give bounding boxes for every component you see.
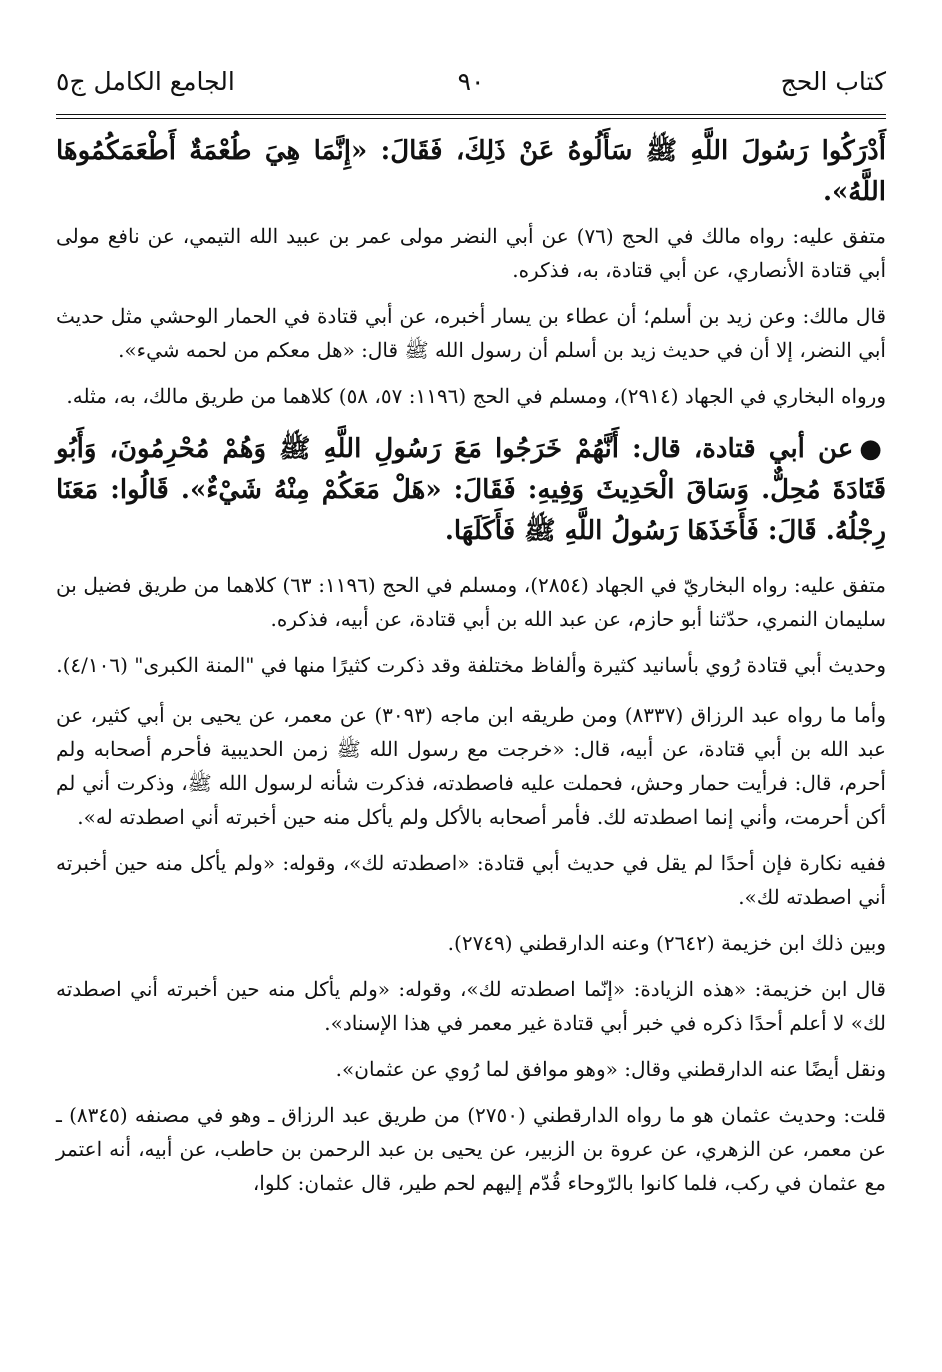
hadith-body: عن أبي قتادة، قال: أَنَّهُمْ خَرَجُوا مَعَ رَسُولِ اللَّهِ ﷺ وَهُمْ مُحْرِمُونَ، وَأَبُو قَتَادَةَ مُحِلٌّ. وَسَاقَ الْحَدِيثَ وَفِيهِ: فَقَالَ: «هَلْ مَعَكُمْ مِنْهُ شَيْءٌ». قَالُوا: مَعَنَا رِجْلُهُ. قَالَ: فَأَخَذَهَا رَسُولُ اللَّهِ ﷺ فَأَكَلَهَا. (56, 434, 886, 546)
commentary-paragraph: ورواه البخاري في الجهاد (٢٩١٤)، ومسلم في الحج (١١٩٦: ٥٧، ٥٨) كلاهما من طريق مالك، به، مثله. (66, 384, 886, 408)
bullet-icon: ● (859, 434, 887, 464)
commentary-paragraph: ونقل أيضًا عنه الدارقطني وقال: «وهو موافق لما رُوي عن عثمان». (335, 1057, 886, 1081)
header-divider (56, 114, 886, 119)
commentary-paragraph: وبين ذلك ابن خزيمة (٢٦٤٢) وعنه الدارقطني (٢٧٤٩). (447, 931, 886, 955)
page-number: ٩٠ (457, 67, 485, 96)
commentary-paragraph: قلت: وحديث عثمان هو ما رواه الدارقطني (٢٧٥٠) من طريق عبد الرزاق ـ وهو في مصنفه (٨٣٤٥) ـ عن معمر، عن الزهري، عن عروة بن الزبير، عن يحيى بن عبد الرحمن بن حاطب، عن أبيه، أنه اعتمر مع عثمان في ركب، فلما كانوا بالرّوحاء قُدّم إليهم لحم طير، قال عثمان: كلوا، (56, 1103, 886, 1195)
hadith-text (56, 429, 886, 552)
commentary-paragraph: ففيه نكارة فإن أحدًا لم يقل في حديث أبي قتادة: «اصطدته لك»، وقوله: «ولم يأكل منه حين أخبرته أني اصطدته لك». (56, 851, 886, 909)
chapter-title: كتاب الحج (780, 67, 886, 96)
book-page (56, 62, 886, 1200)
commentary-paragraph: وحديث أبي قتادة رُوي بأسانيد كثيرة وألفاظ مختلفة وقد ذكرت كثيرًا منها في "المنة الكبرى" (٤/١٠٦). (56, 653, 886, 677)
takhrij-paragraph: متفق عليه: رواه مالك في الحج (٧٦) عن أبي النضر مولى عمر بن عبيد الله التيمي، عن نافع مولى أبي قتادة الأنصاري، عن أبي قتادة، به، فذكره. (56, 224, 886, 282)
commentary-paragraph: قال مالك: وعن زيد بن أسلم؛ أن عطاء بن يسار أخبره، عن أبي قتادة في الحمار الوحشي مثل حديث أبي النضر، إلا أن في حديث زيد بن أسلم أن رسول الله ﷺ قال: «هل معكم من لحمه شيء». (56, 304, 886, 362)
hadith-text-continued: أَدْرَكُوا رَسُولَ اللَّهِ ﷺ سَأَلُوهُ عَنْ ذَلِكَ، فَقَالَ: «إِنَّمَا هِيَ طُعْمَةٌ أَطْعَمَكُمُوهَا اللَّهُ». (56, 136, 886, 207)
commentary-paragraph: قال ابن خزيمة: «هذه الزيادة: «إنّما اصطدته لك»، وقوله: «ولم يأكل منه حين أخبرته أني اصطدته لك» لا أعلم أحدًا ذكره في خبر أبي قتادة غير معمر في هذا الإسناد». (56, 977, 886, 1035)
takhrij-paragraph: متفق عليه: رواه البخاريّ في الجهاد (٢٨٥٤)، ومسلم في الحج (١١٩٦: ٦٣) كلاهما من طريق فضيل بن سليمان النمري، حدّثنا أبو حازم، عن عبد الله بن أبي قتادة، عن أبيه، فذكره. (56, 573, 886, 631)
page-body (56, 131, 886, 1200)
book-title: الجامع الكامل ج٥ (56, 67, 235, 96)
running-header (56, 62, 886, 102)
commentary-paragraph: وأما ما رواه عبد الرزاق (٨٣٣٧) ومن طريقه ابن ماجه (٣٠٩٣) عن معمر، عن يحيى بن أبي كثير، عن عبد الله بن أبي قتادة، عن أبيه، قال: «خرجت مع رسول الله ﷺ زمن الحديبية فأحرم أصحابه ولم أحرم، قال: فرأيت حمار وحش، فحملت عليه فاصطدته، فذكرت شأنه لرسول الله ﷺ، وذكرت أني لم أكن أحرمت، وأني إنما اصطدته لك. فأمر أصحابه بالأكل ولم يأكل منه حين أخبرته أني اصطدته له». (56, 703, 887, 829)
